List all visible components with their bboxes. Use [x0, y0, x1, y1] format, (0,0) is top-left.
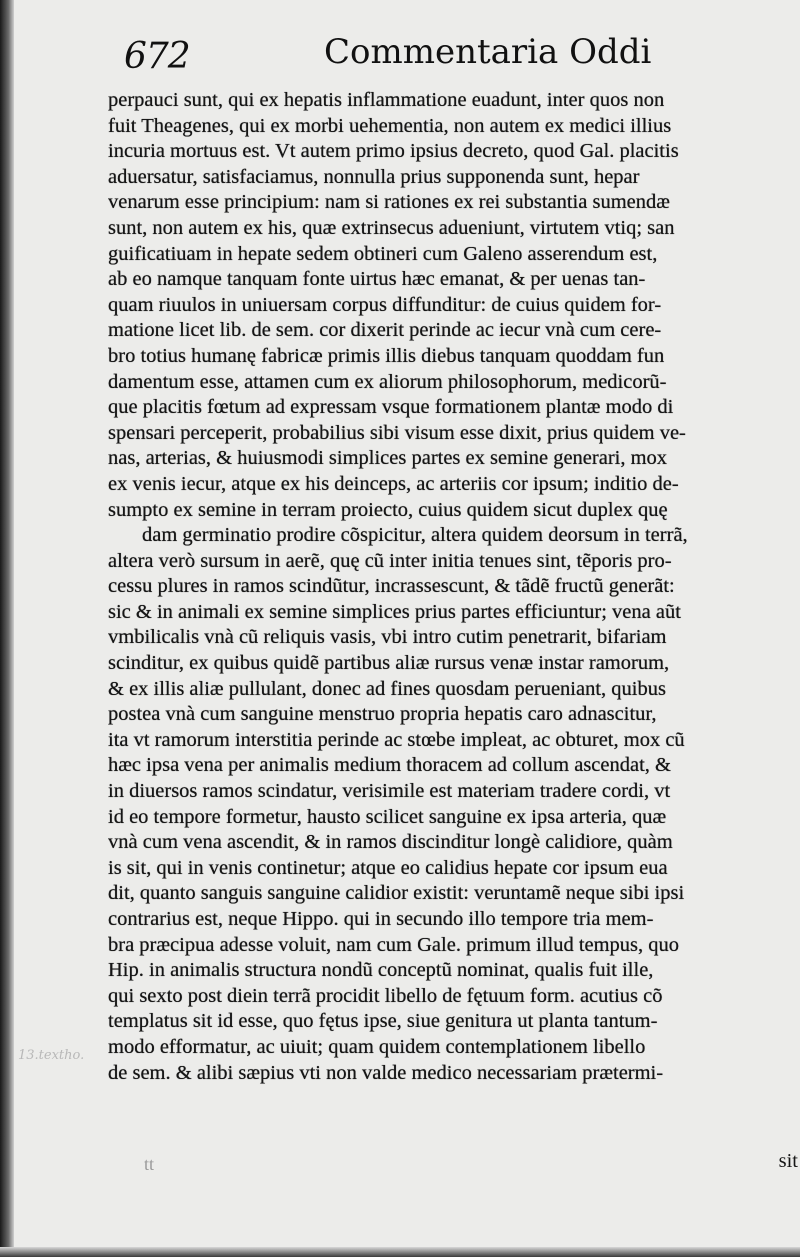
text-line: scinditur, ex quibus quidẽ partibus aliæ rursus venæ instar ramorum, [108, 652, 670, 675]
text-line: cessu plures in ramos scindũtur, incrassescunt, & tãdẽ fructũ generãt: [108, 575, 675, 598]
text-line: hæc ipsa vena per animalis medium thoracem ad collum ascendat, & [108, 754, 671, 777]
text-line: altera verò sursum in aerẽ, quę cũ inter initia tenues sint, tẽporis pro- [108, 549, 672, 572]
text-line: dam germinatio prodire cõspicitur, altera quidem deorsum in terrã, [142, 524, 688, 547]
text-line: matione licet lib. de sem. cor dixerit perinde ac iecur vnà cum cere- [108, 319, 662, 342]
scan-edge-left [0, 0, 14, 1257]
text-line: nas, arterias, & huiusmodi simplices partes ex semine generari, mox [108, 447, 668, 470]
text-line: de sem. & alibi sæpius vti non valde medico necessariam prætermi- [108, 1061, 664, 1084]
text-line: venarum esse principium: nam si rationes ex rei substantia sumendæ [108, 191, 670, 214]
running-head: Commentaria Oddi [324, 32, 652, 72]
signature-mark: tt [144, 1154, 155, 1174]
text-line: sunt, non autem ex his, quæ extrinsecus adueniunt, virtutem vtiq; san [108, 216, 675, 239]
text-line: aduersatur, satisfaciamus, nonnulla prius supponenda sunt, hepar [108, 165, 640, 188]
text-line: templatus sit id esse, quo fętus ipse, siue genitura ut planta tantum- [108, 1010, 658, 1033]
scan-edge-bottom [0, 1247, 800, 1257]
body-text [108, 88, 800, 1086]
text-line: perpauci sunt, qui ex hepatis inflammatione euadunt, inter quos non [108, 89, 665, 111]
text-line: vnà cum vena ascendit, & in ramos discinditur longè calidiore, quàm [108, 831, 673, 854]
text-line: incuria mortuus est. Vt autem primo ipsius decreto, quod Gal. placitis [108, 140, 679, 163]
text-line: dit, quanto sanguis sanguine calidior existit: veruntamẽ neque sibi ipsi [108, 882, 685, 905]
text-line: is sit, qui in venis continetur; atque eo calidius hepate cor ipsum eua [108, 856, 668, 879]
text-line: modo efformatur, ac uiuit; quam quidem contemplationem libello [108, 1035, 646, 1058]
text-line: quam riuulos in uniuersam corpus diffunditur: de cuius quidem for- [108, 293, 662, 316]
text-line: damentum esse, attamen cum ex aliorum philosophorum, medicorũ- [108, 370, 667, 393]
text-line: postea vnà cum sanguine menstruo propria hepatis caro adnascitur, [108, 703, 657, 726]
catchword: sit [778, 1150, 798, 1172]
text-line: qui sexto post diein terrã procidit libello de fętuum form. acutius cõ [108, 984, 663, 1007]
text-line: ab eo namque tanquam fonte uirtus hæc emanat, & per uenas tan- [108, 268, 646, 291]
text-line: bro totius humanę fabricæ primis illis diebus tanquam quoddam fun [108, 344, 665, 367]
text-line: contrarius est, neque Hippo. qui in secundo illo tempore tria mem- [108, 908, 654, 930]
text-line: vmbilicalis vnà cũ reliquis vasis, vbi intro cutim penetrarit, bifariam [108, 626, 667, 649]
page-header [124, 30, 800, 90]
text-line: fuit Theagenes, qui ex morbi uehementia, non autem ex medici illius [108, 114, 672, 137]
text-line: sic & in animali ex semine simplices prius partes efficiuntur; vena aũt [108, 600, 681, 623]
margin-note-ghost: 13.textho. [18, 1048, 85, 1063]
text-line: que placitis fœtum ad expressam vsque formationem plantæ modo di [108, 396, 674, 419]
text-line: spensari perceperit, probabilius sibi visum esse dixit, prius quidem ve- [108, 421, 686, 444]
text-line: sumpto ex semine in terram proiecto, cuius quidem sicut duplex quę [108, 498, 668, 521]
text-line: id eo tempore formetur, hausto scilicet sanguine ex ipsa arteria, quæ [108, 805, 667, 828]
text-line: in diuersos ramos scindatur, verisimile est materiam tradere cordi, vt [108, 780, 671, 803]
text-line: Hip. in animalis structura nondũ conceptũ nominat, qualis fuit ille, [108, 959, 654, 982]
text-line: ita vt ramorum interstitia perinde ac stœbe impleat, ac obturet, mox cũ [108, 728, 685, 751]
page-number: 672 [124, 36, 190, 77]
text-line: & ex illis aliæ pullulant, donec ad fines quosdam perueniant, quibus [108, 677, 666, 700]
text-line: guificatiuam in hepate sedem obtineri cum Galeno asserendum est, [108, 242, 658, 265]
text-line: bra præcipua adesse voluit, nam cum Gale. primum illud tempus, quo [108, 933, 680, 956]
text-line: ex venis iecur, atque ex his deinceps, ac arteriis cor ipsum; inditio de- [108, 472, 679, 495]
